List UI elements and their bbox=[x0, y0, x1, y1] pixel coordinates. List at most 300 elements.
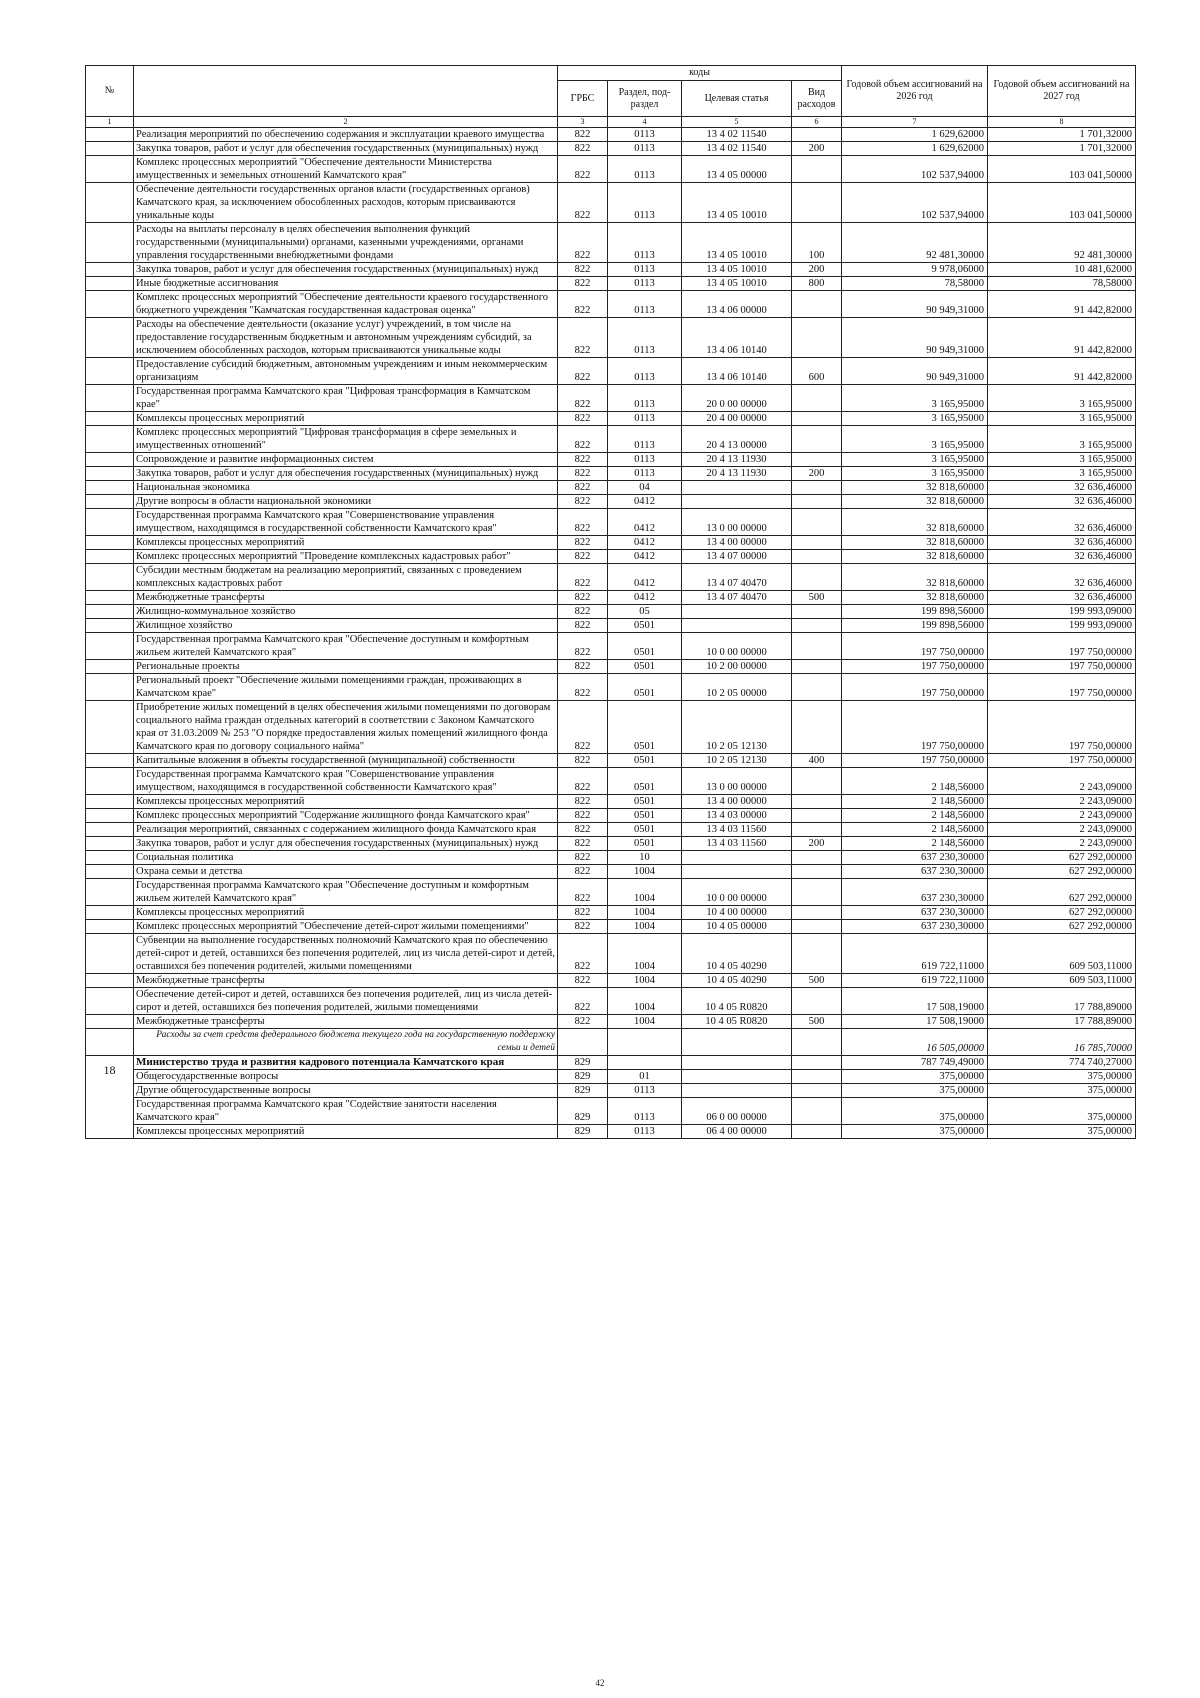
row-number bbox=[86, 263, 134, 277]
row-target: 10 4 05 R0820 bbox=[682, 1015, 792, 1029]
row-amount-2027: 3 165,95000 bbox=[988, 426, 1136, 453]
row-name: Национальная экономика bbox=[134, 481, 558, 495]
table-row bbox=[86, 795, 1136, 809]
row-expense-type bbox=[792, 291, 842, 318]
row-section: 0412 bbox=[608, 536, 682, 550]
row-target: 13 4 05 10010 bbox=[682, 183, 792, 223]
row-section: 0501 bbox=[608, 837, 682, 851]
row-name: Региональные проекты bbox=[134, 660, 558, 674]
row-grbs: 822 bbox=[558, 263, 608, 277]
row-amount-2027: 609 503,11000 bbox=[988, 934, 1136, 974]
row-number bbox=[86, 467, 134, 481]
row-grbs: 822 bbox=[558, 837, 608, 851]
row-section: 0113 bbox=[608, 291, 682, 318]
row-amount-2026: 2 148,56000 bbox=[842, 768, 988, 795]
row-amount-2026: 197 750,00000 bbox=[842, 674, 988, 701]
row-amount-2026: 3 165,95000 bbox=[842, 426, 988, 453]
row-expense-type bbox=[792, 128, 842, 142]
row-amount-2026: 92 481,30000 bbox=[842, 223, 988, 263]
row-amount-2027: 375,00000 bbox=[988, 1084, 1136, 1098]
row-amount-2027: 197 750,00000 bbox=[988, 633, 1136, 660]
row-amount-2026: 199 898,56000 bbox=[842, 619, 988, 633]
row-amount-2027: 197 750,00000 bbox=[988, 754, 1136, 768]
row-expense-type bbox=[792, 495, 842, 509]
table-row bbox=[86, 619, 1136, 633]
row-grbs: 822 bbox=[558, 156, 608, 183]
row-name: Государственная программа Камчатского края "Цифровая трансформация в Камчатском крае" bbox=[134, 385, 558, 412]
row-amount-2026: 375,00000 bbox=[842, 1084, 988, 1098]
row-amount-2026: 1 629,62000 bbox=[842, 142, 988, 156]
row-amount-2027: 17 788,89000 bbox=[988, 988, 1136, 1015]
row-target: 13 4 02 11540 bbox=[682, 142, 792, 156]
row-number bbox=[86, 605, 134, 619]
row-amount-2027: 375,00000 bbox=[988, 1070, 1136, 1084]
row-amount-2027: 103 041,50000 bbox=[988, 156, 1136, 183]
table-row bbox=[86, 291, 1136, 318]
row-amount-2027: 32 636,46000 bbox=[988, 564, 1136, 591]
row-expense-type bbox=[792, 879, 842, 906]
row-section bbox=[608, 1029, 682, 1056]
row-grbs: 822 bbox=[558, 291, 608, 318]
row-expense-type: 400 bbox=[792, 754, 842, 768]
row-amount-2026: 102 537,94000 bbox=[842, 156, 988, 183]
row-expense-type bbox=[792, 318, 842, 358]
row-expense-type bbox=[792, 1029, 842, 1056]
row-grbs: 822 bbox=[558, 906, 608, 920]
row-expense-type bbox=[792, 633, 842, 660]
table-row bbox=[86, 633, 1136, 660]
row-expense-type bbox=[792, 906, 842, 920]
row-target: 13 4 00 00000 bbox=[682, 536, 792, 550]
row-expense-type: 200 bbox=[792, 142, 842, 156]
row-section: 0501 bbox=[608, 754, 682, 768]
row-name: Комплексы процессных мероприятий bbox=[134, 412, 558, 426]
row-target: 10 0 00 00000 bbox=[682, 879, 792, 906]
table-row bbox=[86, 277, 1136, 291]
row-name: Государственная программа Камчатского края "Обеспечение доступным и комфортным жильем жителей Камчатского края" bbox=[134, 879, 558, 906]
row-section: 0501 bbox=[608, 660, 682, 674]
row-section: 0501 bbox=[608, 674, 682, 701]
row-number bbox=[86, 142, 134, 156]
row-expense-type bbox=[792, 183, 842, 223]
row-name: Государственная программа Камчатского края "Содействие занятости населения Камчатского края" bbox=[134, 1098, 558, 1125]
row-number bbox=[86, 633, 134, 660]
row-section: 1004 bbox=[608, 1015, 682, 1029]
row-name: Расходы на выплаты персоналу в целях обеспечения выполнения функций государственными (муниципальными) органами, казенными учреждениями, органами управления государственными внебюджетными фондами bbox=[134, 223, 558, 263]
row-name: Реализация мероприятий по обеспечению содержания и эксплуатации краевого имущества bbox=[134, 128, 558, 142]
row-target: 13 4 03 00000 bbox=[682, 809, 792, 823]
row-amount-2026: 2 148,56000 bbox=[842, 795, 988, 809]
row-amount-2027: 375,00000 bbox=[988, 1125, 1136, 1139]
row-amount-2026: 3 165,95000 bbox=[842, 453, 988, 467]
header-target: Целевая статья bbox=[682, 81, 792, 117]
row-target: 13 4 02 11540 bbox=[682, 128, 792, 142]
table-row bbox=[86, 509, 1136, 536]
row-target: 10 4 05 40290 bbox=[682, 934, 792, 974]
col-number: 3 bbox=[558, 117, 608, 128]
row-target: 06 0 00 00000 bbox=[682, 1098, 792, 1125]
row-expense-type: 500 bbox=[792, 591, 842, 605]
row-name: Региональный проект "Обеспечение жилыми помещениями граждан, проживающих в Камчатском крае" bbox=[134, 674, 558, 701]
row-section: 0113 bbox=[608, 183, 682, 223]
row-grbs: 822 bbox=[558, 509, 608, 536]
row-grbs: 822 bbox=[558, 633, 608, 660]
row-number bbox=[86, 550, 134, 564]
row-number bbox=[86, 412, 134, 426]
row-number bbox=[86, 591, 134, 605]
table-row bbox=[86, 934, 1136, 974]
table-row bbox=[86, 453, 1136, 467]
row-grbs: 822 bbox=[558, 701, 608, 754]
row-section: 1004 bbox=[608, 879, 682, 906]
table-row bbox=[86, 974, 1136, 988]
row-name: Обеспечение детей-сирот и детей, оставшихся без попечения родителей, лиц из числа детей-сирот и детей, оставшихся без попечения родителей, жилыми помещениями bbox=[134, 988, 558, 1015]
row-name: Государственная программа Камчатского края "Совершенствование управления имуществом, находящимся в государственной собственности Камчатского края" bbox=[134, 768, 558, 795]
row-expense-type bbox=[792, 1098, 842, 1125]
table-row bbox=[86, 385, 1136, 412]
row-number bbox=[86, 1029, 134, 1056]
table-row bbox=[86, 674, 1136, 701]
row-target bbox=[682, 1029, 792, 1056]
row-number bbox=[86, 453, 134, 467]
table-row bbox=[86, 701, 1136, 754]
row-number bbox=[86, 837, 134, 851]
row-amount-2026: 9 978,06000 bbox=[842, 263, 988, 277]
row-grbs: 822 bbox=[558, 879, 608, 906]
row-expense-type bbox=[792, 481, 842, 495]
row-amount-2027: 2 243,09000 bbox=[988, 768, 1136, 795]
row-target bbox=[682, 1056, 792, 1070]
row-amount-2026: 637 230,30000 bbox=[842, 920, 988, 934]
row-name: Предоставление субсидий бюджетным, автономным учреждениям и иным некоммерческим организациям bbox=[134, 358, 558, 385]
row-number bbox=[86, 906, 134, 920]
row-amount-2026: 619 722,11000 bbox=[842, 974, 988, 988]
row-target: 10 2 05 12130 bbox=[682, 754, 792, 768]
row-amount-2027: 2 243,09000 bbox=[988, 837, 1136, 851]
row-target: 13 4 00 00000 bbox=[682, 795, 792, 809]
row-name: Охрана семьи и детства bbox=[134, 865, 558, 879]
table-row bbox=[86, 412, 1136, 426]
row-section: 04 bbox=[608, 481, 682, 495]
table-row bbox=[86, 550, 1136, 564]
row-grbs: 822 bbox=[558, 674, 608, 701]
row-expense-type bbox=[792, 934, 842, 974]
row-amount-2027: 1 701,32000 bbox=[988, 142, 1136, 156]
row-section: 1004 bbox=[608, 906, 682, 920]
row-amount-2027: 2 243,09000 bbox=[988, 823, 1136, 837]
table-row bbox=[86, 481, 1136, 495]
row-number bbox=[86, 619, 134, 633]
row-amount-2026: 90 949,31000 bbox=[842, 291, 988, 318]
row-grbs: 822 bbox=[558, 142, 608, 156]
row-grbs: 822 bbox=[558, 591, 608, 605]
row-target: 20 4 13 00000 bbox=[682, 426, 792, 453]
row-section: 0113 bbox=[608, 412, 682, 426]
row-amount-2026: 32 818,60000 bbox=[842, 591, 988, 605]
row-amount-2027: 91 442,82000 bbox=[988, 358, 1136, 385]
table-row bbox=[86, 223, 1136, 263]
row-grbs: 822 bbox=[558, 318, 608, 358]
row-name: Комплексы процессных мероприятий bbox=[134, 1125, 558, 1139]
row-amount-2027: 627 292,00000 bbox=[988, 865, 1136, 879]
row-amount-2027: 774 740,27000 bbox=[988, 1056, 1136, 1070]
row-section: 0113 bbox=[608, 1098, 682, 1125]
row-amount-2027: 78,58000 bbox=[988, 277, 1136, 291]
row-amount-2027: 199 993,09000 bbox=[988, 619, 1136, 633]
table-header bbox=[86, 66, 1136, 128]
row-name: Жилищно-коммунальное хозяйство bbox=[134, 605, 558, 619]
row-expense-type: 200 bbox=[792, 837, 842, 851]
col-number: 1 bbox=[86, 117, 134, 128]
row-amount-2027: 627 292,00000 bbox=[988, 906, 1136, 920]
table-row bbox=[86, 183, 1136, 223]
row-grbs: 822 bbox=[558, 495, 608, 509]
table-row bbox=[86, 1056, 1136, 1070]
col-number: 2 bbox=[134, 117, 558, 128]
row-number bbox=[86, 879, 134, 906]
row-target bbox=[682, 481, 792, 495]
row-section: 0412 bbox=[608, 509, 682, 536]
row-name: Министерство труда и развития кадрового потенциала Камчатского края bbox=[134, 1056, 558, 1070]
table-row bbox=[86, 426, 1136, 453]
table-row bbox=[86, 358, 1136, 385]
table-row bbox=[86, 605, 1136, 619]
row-expense-type: 600 bbox=[792, 358, 842, 385]
row-name: Закупка товаров, работ и услуг для обеспечения государственных (муниципальных) нужд bbox=[134, 467, 558, 481]
row-expense-type bbox=[792, 920, 842, 934]
row-grbs: 822 bbox=[558, 768, 608, 795]
row-target: 10 0 00 00000 bbox=[682, 633, 792, 660]
row-grbs: 822 bbox=[558, 564, 608, 591]
row-section: 0501 bbox=[608, 633, 682, 660]
row-section: 0501 bbox=[608, 809, 682, 823]
row-amount-2026: 17 508,19000 bbox=[842, 1015, 988, 1029]
row-expense-type bbox=[792, 412, 842, 426]
row-number bbox=[86, 564, 134, 591]
row-grbs: 829 bbox=[558, 1084, 608, 1098]
row-section bbox=[608, 1056, 682, 1070]
row-name: Комплексы процессных мероприятий bbox=[134, 536, 558, 550]
row-target bbox=[682, 865, 792, 879]
row-name: Расходы за счет средств федерального бюджета текущего года на государственную поддержку семьи и детей bbox=[134, 1029, 558, 1056]
row-section: 0501 bbox=[608, 795, 682, 809]
row-name: Другие общегосударственные вопросы bbox=[134, 1084, 558, 1098]
table-row bbox=[86, 809, 1136, 823]
row-section: 0113 bbox=[608, 263, 682, 277]
row-amount-2026: 32 818,60000 bbox=[842, 564, 988, 591]
row-amount-2027: 2 243,09000 bbox=[988, 795, 1136, 809]
row-name: Обеспечение деятельности государственных органов власти (государственных органов) Камчатского края, за исключением обособленных расходов, которым присваиваются уникальные коды bbox=[134, 183, 558, 223]
row-name: Реализация мероприятий, связанных с содержанием жилищного фонда Камчатского края bbox=[134, 823, 558, 837]
row-section: 0113 bbox=[608, 467, 682, 481]
row-amount-2027: 3 165,95000 bbox=[988, 412, 1136, 426]
table-row bbox=[86, 879, 1136, 906]
row-name: Закупка товаров, работ и услуг для обеспечения государственных (муниципальных) нужд bbox=[134, 142, 558, 156]
row-target: 13 4 05 10010 bbox=[682, 263, 792, 277]
row-target: 13 4 07 40470 bbox=[682, 564, 792, 591]
row-amount-2026: 197 750,00000 bbox=[842, 701, 988, 754]
row-number bbox=[86, 701, 134, 754]
row-section: 05 bbox=[608, 605, 682, 619]
row-expense-type bbox=[792, 536, 842, 550]
row-target: 10 2 00 00000 bbox=[682, 660, 792, 674]
row-number bbox=[86, 823, 134, 837]
row-target: 10 4 05 40290 bbox=[682, 974, 792, 988]
row-grbs: 822 bbox=[558, 865, 608, 879]
row-section: 0412 bbox=[608, 591, 682, 605]
row-expense-type: 200 bbox=[792, 467, 842, 481]
row-target: 13 4 03 11560 bbox=[682, 837, 792, 851]
row-expense-type bbox=[792, 795, 842, 809]
row-amount-2027: 32 636,46000 bbox=[988, 481, 1136, 495]
row-number bbox=[86, 291, 134, 318]
row-number bbox=[86, 481, 134, 495]
row-number bbox=[86, 183, 134, 223]
row-amount-2027: 199 993,09000 bbox=[988, 605, 1136, 619]
row-expense-type bbox=[792, 509, 842, 536]
row-expense-type bbox=[792, 619, 842, 633]
row-target: 20 0 00 00000 bbox=[682, 385, 792, 412]
row-name: Субвенции на выполнение государственных полномочий Камчатского края по обеспечению детей-сирот и детей, оставшихся без попечения родителей, лиц из числа детей-сирот и детей, оставшихся без попечения родителей, жилыми помещениями bbox=[134, 934, 558, 974]
row-amount-2026: 637 230,30000 bbox=[842, 851, 988, 865]
table-row bbox=[86, 591, 1136, 605]
row-grbs: 822 bbox=[558, 920, 608, 934]
row-number bbox=[86, 974, 134, 988]
table-row bbox=[86, 988, 1136, 1015]
row-number bbox=[86, 128, 134, 142]
row-section: 0113 bbox=[608, 318, 682, 358]
row-amount-2027: 627 292,00000 bbox=[988, 920, 1136, 934]
row-grbs: 822 bbox=[558, 277, 608, 291]
row-expense-type bbox=[792, 674, 842, 701]
row-section: 1004 bbox=[608, 934, 682, 974]
row-number bbox=[86, 934, 134, 974]
row-target bbox=[682, 1070, 792, 1084]
table-row bbox=[86, 754, 1136, 768]
table-row bbox=[86, 128, 1136, 142]
row-expense-type bbox=[792, 385, 842, 412]
row-number bbox=[86, 865, 134, 879]
col-number: 5 bbox=[682, 117, 792, 128]
row-target: 13 4 06 10140 bbox=[682, 358, 792, 385]
row-grbs bbox=[558, 1029, 608, 1056]
col-number: 8 bbox=[988, 117, 1136, 128]
row-grbs: 822 bbox=[558, 619, 608, 633]
row-amount-2026: 32 818,60000 bbox=[842, 550, 988, 564]
row-target: 20 4 13 11930 bbox=[682, 467, 792, 481]
row-grbs: 829 bbox=[558, 1070, 608, 1084]
row-grbs: 822 bbox=[558, 988, 608, 1015]
page-number: 42 bbox=[595, 1678, 605, 1688]
table-row bbox=[86, 1125, 1136, 1139]
row-name: Комплекс процессных мероприятий "Содержание жилищного фонда Камчатского края" bbox=[134, 809, 558, 823]
row-amount-2026: 3 165,95000 bbox=[842, 467, 988, 481]
row-amount-2026: 2 148,56000 bbox=[842, 823, 988, 837]
row-target bbox=[682, 619, 792, 633]
table-row bbox=[86, 1029, 1136, 1056]
table-row bbox=[86, 768, 1136, 795]
row-amount-2026: 637 230,30000 bbox=[842, 879, 988, 906]
row-amount-2027: 2 243,09000 bbox=[988, 809, 1136, 823]
row-amount-2026: 90 949,31000 bbox=[842, 318, 988, 358]
row-section: 0113 bbox=[608, 385, 682, 412]
row-number bbox=[86, 795, 134, 809]
row-amount-2026: 637 230,30000 bbox=[842, 906, 988, 920]
row-section: 0501 bbox=[608, 768, 682, 795]
row-grbs: 822 bbox=[558, 481, 608, 495]
row-grbs: 822 bbox=[558, 809, 608, 823]
row-amount-2027: 32 636,46000 bbox=[988, 536, 1136, 550]
row-section: 1004 bbox=[608, 920, 682, 934]
row-name: Комплекс процессных мероприятий "Проведение комплексных кадастровых работ" bbox=[134, 550, 558, 564]
row-number bbox=[86, 660, 134, 674]
row-amount-2026: 2 148,56000 bbox=[842, 837, 988, 851]
table-body bbox=[86, 128, 1136, 1139]
header-name bbox=[134, 66, 558, 117]
header-grbs: ГРБС bbox=[558, 81, 608, 117]
row-amount-2027: 197 750,00000 bbox=[988, 674, 1136, 701]
row-target: 20 4 13 11930 bbox=[682, 453, 792, 467]
row-amount-2026: 197 750,00000 bbox=[842, 660, 988, 674]
table-row bbox=[86, 865, 1136, 879]
table-row bbox=[86, 156, 1136, 183]
row-grbs: 822 bbox=[558, 1015, 608, 1029]
row-amount-2026: 16 505,00000 bbox=[842, 1029, 988, 1056]
row-target bbox=[682, 605, 792, 619]
row-target: 13 4 05 10010 bbox=[682, 277, 792, 291]
row-amount-2026: 3 165,95000 bbox=[842, 412, 988, 426]
table-row bbox=[86, 318, 1136, 358]
row-amount-2027: 32 636,46000 bbox=[988, 591, 1136, 605]
row-target: 10 2 05 12130 bbox=[682, 701, 792, 754]
row-name: Закупка товаров, работ и услуг для обеспечения государственных (муниципальных) нужд bbox=[134, 837, 558, 851]
row-section: 0501 bbox=[608, 701, 682, 754]
row-target bbox=[682, 851, 792, 865]
row-number bbox=[86, 809, 134, 823]
header-section: Раздел, под-раздел bbox=[608, 81, 682, 117]
table-row bbox=[86, 906, 1136, 920]
row-amount-2027: 3 165,95000 bbox=[988, 467, 1136, 481]
row-expense-type bbox=[792, 865, 842, 879]
row-grbs: 822 bbox=[558, 358, 608, 385]
table-row bbox=[86, 1084, 1136, 1098]
row-name: Закупка товаров, работ и услуг для обеспечения государственных (муниципальных) нужд bbox=[134, 263, 558, 277]
row-amount-2027: 92 481,30000 bbox=[988, 223, 1136, 263]
table-row bbox=[86, 920, 1136, 934]
row-section: 10 bbox=[608, 851, 682, 865]
row-section: 0113 bbox=[608, 142, 682, 156]
budget-table bbox=[85, 65, 1136, 1139]
row-amount-2026: 78,58000 bbox=[842, 277, 988, 291]
row-name: Комплексы процессных мероприятий bbox=[134, 906, 558, 920]
row-name: Субсидии местным бюджетам на реализацию мероприятий, связанных с проведением комплексных кадастровых работ bbox=[134, 564, 558, 591]
row-section: 0412 bbox=[608, 495, 682, 509]
row-amount-2027: 103 041,50000 bbox=[988, 183, 1136, 223]
row-target: 10 2 05 00000 bbox=[682, 674, 792, 701]
row-name: Государственная программа Камчатского края "Обеспечение доступным и комфортным жильем жителей Камчатского края" bbox=[134, 633, 558, 660]
table-row bbox=[86, 1070, 1136, 1084]
row-number bbox=[86, 358, 134, 385]
row-amount-2027: 17 788,89000 bbox=[988, 1015, 1136, 1029]
row-expense-type bbox=[792, 768, 842, 795]
row-number bbox=[86, 277, 134, 291]
row-amount-2026: 32 818,60000 bbox=[842, 495, 988, 509]
table-row bbox=[86, 1098, 1136, 1125]
row-section: 0113 bbox=[608, 277, 682, 291]
row-grbs: 822 bbox=[558, 453, 608, 467]
row-target: 06 4 00 00000 bbox=[682, 1125, 792, 1139]
row-grbs: 822 bbox=[558, 934, 608, 974]
